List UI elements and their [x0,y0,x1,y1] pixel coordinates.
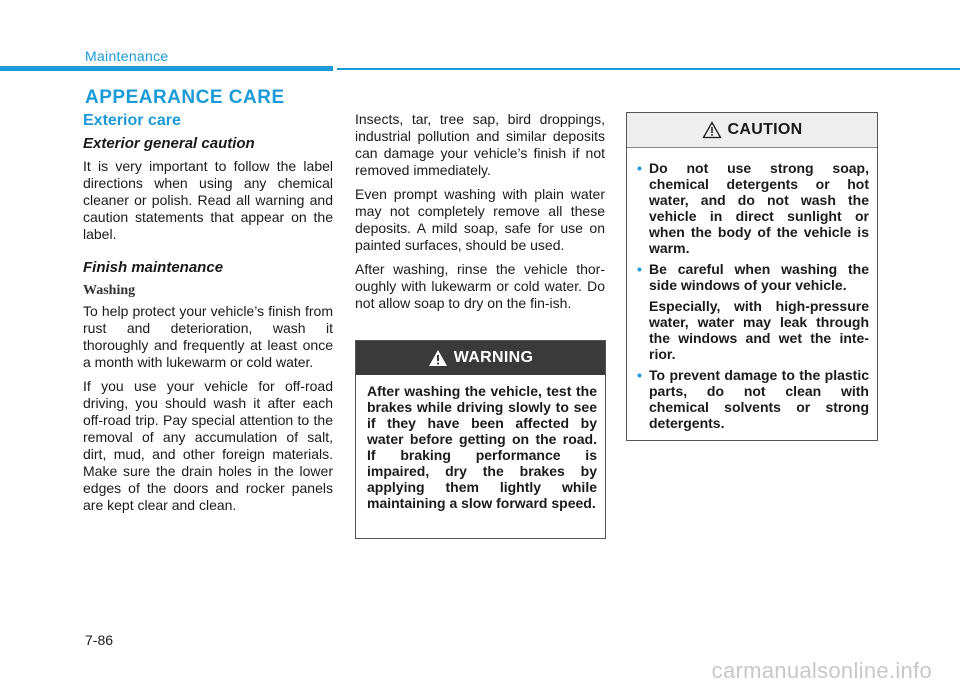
bullet-dot: • [637,160,642,176]
bullet-dot: • [637,261,642,277]
section-label: Maintenance [85,48,169,64]
caution-bullet-text: Be careful when washing the side windows of your vehicle. [649,261,869,293]
caution-bullet [637,261,869,362]
warning-header [356,341,605,375]
middle-column [355,111,605,319]
header-rule-thin [337,68,960,70]
left-column [83,112,333,521]
finish-maintenance-heading: Finish maintenance [83,259,224,276]
deposits-paragraph: Insects, tar, tree sap, bird droppings, industrial pollution and similar deposits can damage your vehicle’s finish if not removed immediately. [355,111,605,178]
warning-title: WARNING [453,349,534,366]
caution-bullet-text: Do not use strong soap, chemical detergents or hot water, and do not wash the vehicle in direct sunlight or when the body of the vehicle is warm. [649,160,869,256]
caution-list [627,148,877,431]
warning-text: After washing the vehicle, test the brakes while driving slowly to see if they have been affected by water before getting on the road. If braking performance is impaired, dry the brakes by applying them lightly while maintaining a slow forward speed. [367,383,597,511]
watermark: carmanualsonline.info [711,658,932,683]
washing-paragraph-1: To help protect your vehicle’s finish from rust and deterioration, wash it thoroughly and frequently at least once a month with lukewarm or cold water. [83,303,333,370]
caution-title: CAUTION [727,121,803,138]
header-rule-thick [0,66,333,71]
caution-bullet-text: To prevent damage to the plastic parts, do not clean with chemical solvents or strong detergents. [649,367,869,431]
washing-paragraph-2: If you use your vehicle for off-road driving, you should wash it after each off-road trip. Pay special attention to the removal of any accumulation of salt, dirt, mud, and other foreign materials. Make sure the drain holes in the lower edges of the doors and rocker panels are kept clear and clean. [83,378,333,513]
general-caution-heading: Exterior general caution [83,135,255,152]
washing-heading: Washing [83,283,136,298]
caution-bullet [637,160,869,256]
page-title: APPEARANCE CARE [85,87,285,108]
warning-box [355,340,606,539]
mild-soap-paragraph: Even prompt washing with plain water may not completely remove all these deposits. A mild soap, safe for use on painted surfaces, should be used. [355,186,605,253]
bullet-dot: • [637,367,642,383]
page-number: 7-86 [85,632,114,648]
rinse-paragraph: After washing, rinse the vehicle thor-oughly with lukewarm or cold water. Do not allow soap to dry on the fin-ish. [355,261,605,311]
exterior-care-heading: Exterior care [83,112,181,129]
general-caution-text: It is very important to follow the label directions when using any chemical cleaner or polish. Read all warning and caution statements that appear on the label. [83,158,333,242]
warning-triangle-icon [428,349,448,367]
caution-header [627,113,877,148]
caution-bullet-extra: Especially, with high-pressure water, water may leak through the windows and wet the inte-rior. [649,298,869,362]
caution-triangle-icon [702,121,722,139]
caution-box [626,112,878,441]
caution-bullet [637,367,869,431]
